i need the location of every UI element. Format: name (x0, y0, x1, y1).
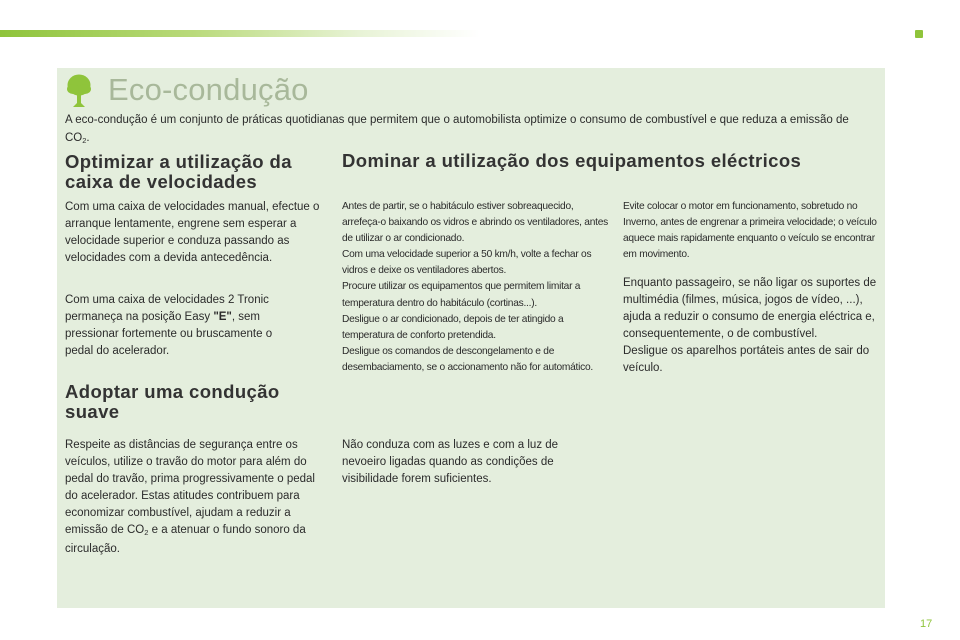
gearbox-manual-paragraph: Com uma caixa de velocidades manual, efectue o arranque lentamente, engrene sem esperar a velocidade superior e conduza passando as velocidades com a devida antecedência. (65, 201, 320, 264)
equipment-col2-para3: Desligue os aparelhos portáteis antes de sair do veículo. (623, 345, 870, 374)
smooth-text-end: e a atenuar o fundo sonoro da circulação. (65, 524, 306, 555)
page-title: Eco-condução (108, 72, 309, 107)
smooth-subscript: 2 (144, 528, 149, 537)
equipment-col2-para1: Evite colocar o motor em funcionamento, sobretudo no Inverno, antes de engrenar a primeira velocidade; o veículo aquece mais rapidamente enquanto o veículo se encontrar em movimento. (623, 201, 877, 261)
heading-smooth-line1: Adoptar uma condução (65, 381, 280, 402)
equipment-col1-para3: Procure utilizar os equipamentos que permitem limitar a temperatura dentro do habitáculo (cortinas...). (342, 281, 581, 309)
heading-smooth-driving (65, 382, 335, 422)
top-accent-bar (0, 30, 480, 37)
heading-smooth-line2: suave (65, 401, 120, 422)
heading-gearbox-line1: Optimizar a utilização da (65, 151, 292, 172)
equipment-lights-paragraph: Não conduza com as luzes e com a luz de nevoeiro ligadas quando as condições de visibilidade forem suficientes. (342, 439, 559, 485)
gearbox-tronic-paragraph (65, 292, 300, 360)
equipment-col1-para5: Desligue os comandos de descongelamento e de desembaciamento, se o accionamento não for automático. (342, 345, 593, 373)
intro-paragraph (65, 111, 875, 150)
intro-text: A eco-condução é um conjunto de práticas quotidianas que permitem que o automobilista optimize o consumo de combustível e que reduza a emissão de CO (65, 114, 849, 144)
page-number: 17 (920, 618, 933, 630)
leaf-tree-icon (66, 74, 92, 108)
equipment-col1-block (342, 199, 608, 376)
equipment-col2-para2: Enquanto passageiro, se não ligar os suportes de multimédia (filmes, música, jogos de vídeo, ...), ajuda a reduzir o consumo de energia eléctrica e, consequentemente, o de combustível. (623, 277, 877, 340)
equipment-col1-para1: Antes de partir, se o habitáculo estiver sobreaquecido, arrefeça-o baixando os vidros e abrindo os ventiladores, antes de utilizar o ar condicionado. (342, 201, 608, 245)
heading-gearbox-line2: caixa de velocidades (65, 171, 258, 192)
tronic-text: Com uma caixa de velocidades 2 Tronic permaneça na posição Easy (65, 294, 269, 323)
equipment-col1-para2: Com uma velocidade superior a 50 km/h, volte a fechar os vidros e deixe os ventiladores abertos. (342, 249, 592, 277)
intro-subscript: 2 (82, 136, 87, 145)
smooth-driving-paragraph (65, 437, 323, 558)
corner-marker (915, 30, 923, 38)
equipment-col1-para4: Desligue o ar condicionado, depois de ter atingido a temperatura de conforto pretendida. (342, 313, 564, 341)
tronic-text-end: , sem pressionar fortemente ou bruscamente o pedal do acelerador. (65, 311, 273, 357)
equipment-col2-block (623, 275, 879, 377)
heading-gearbox (65, 152, 335, 192)
smooth-text: Respeite as distâncias de segurança entre os veículos, utilize o travão do motor para além do pedal do travão, prima progressivamente o pedal do acelerador. Estas atitudes contribuem para economizar combustível, ajudam a reduzir a emissão de CO (65, 439, 315, 536)
heading-electrical-equipment: Dominar a utilização dos equipamentos eléctricos (342, 150, 802, 171)
tronic-mode-label: "E" (213, 311, 232, 323)
intro-end: . (86, 132, 90, 144)
